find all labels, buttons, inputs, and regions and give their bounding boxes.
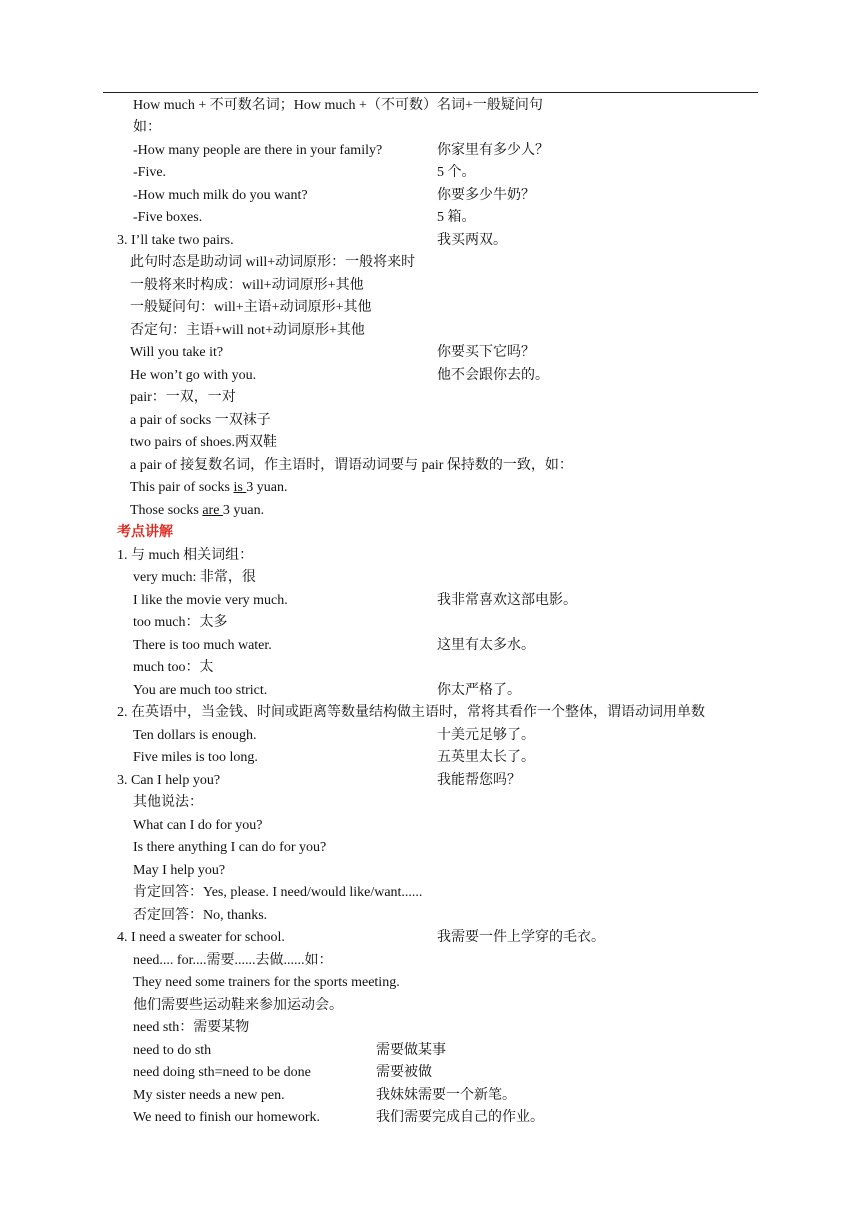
text-line: 如： (133, 120, 161, 135)
sentence-end: 3 yuan. (222, 503, 265, 518)
text-line: I like the movie very much. (133, 593, 288, 608)
translation: 5 个。 (437, 165, 476, 180)
translation: 你太严格了。 (437, 683, 521, 698)
text-line (130, 502, 264, 520)
translation: 他不会跟你去的。 (437, 368, 549, 383)
text-line: 一般疑问句：will+主语+动词原形+其他 (130, 300, 372, 315)
numbered-item: 4. I need a sweater for school. (117, 930, 285, 945)
text-line: very much: 非常，很 (133, 570, 256, 585)
numbered-item: 2. 在英语中，当金钱、时间或距离等数量结构做主语时，常将其看作一个整体，谓语动词用单数 (117, 705, 705, 720)
text-line: -Five. (133, 165, 167, 180)
translation: 这里有太多水。 (437, 638, 535, 653)
text-line: Is there anything I can do for you? (133, 840, 327, 855)
text-line: We need to finish our homework. (133, 1110, 321, 1125)
translation: 我妹妹需要一个新笔。 (376, 1088, 516, 1103)
underlined-verb: is (233, 480, 247, 495)
text-line (130, 479, 288, 497)
translation: 我需要一件上学穿的毛衣。 (437, 930, 605, 945)
text-line: You are much too strict. (133, 683, 268, 698)
text-line: 其他说法： (133, 795, 203, 810)
sentence-start: Those socks (130, 503, 203, 518)
section-heading: 考点讲解 (117, 525, 173, 540)
sentence-start: This pair of socks (130, 480, 234, 495)
numbered-item: 1. 与 much 相关词组： (117, 548, 254, 563)
sentence-end: 3 yuan. (246, 480, 288, 495)
text-line: 他们需要些运动鞋来参加运动会。 (133, 998, 343, 1013)
text-line: a pair of 接复数名词，作主语时，谓语动词要与 pair 保持数的一致，如： (130, 458, 573, 473)
text-line: 此句时态是助动词 will+动词原形：一般将来时 (130, 255, 416, 270)
text-line: need sth：需要某物 (133, 1020, 250, 1035)
text-line: pair：一双，一对 (130, 390, 236, 405)
text-line: a pair of socks 一双袜子 (130, 413, 271, 428)
translation: 我买两双。 (437, 233, 507, 248)
translation: 你要多少牛奶？ (437, 188, 535, 203)
translation: 你要买下它吗？ (437, 345, 535, 360)
text-line: What can I do for you? (133, 818, 263, 833)
translation: 5 箱。 (437, 210, 476, 225)
text-line: He won’t go with you. (130, 368, 257, 383)
text-line: need doing sth=need to be done (133, 1065, 311, 1080)
text-line: Will you take it? (130, 345, 224, 360)
translation: 我非常喜欢这部电影。 (437, 593, 577, 608)
text-line: They need some trainers for the sports meeting. (133, 975, 400, 990)
translation: 需要被做 (376, 1065, 432, 1080)
text-line: too much：太多 (133, 615, 228, 630)
text-line: -How much milk do you want? (133, 188, 308, 203)
translation: 五英里太长了。 (437, 750, 535, 765)
text-line: There is too much water. (133, 638, 272, 653)
text-line: Ten dollars is enough. (133, 728, 257, 743)
text-line: Five miles is too long. (133, 750, 258, 765)
text-line: -How many people are there in your family? (133, 143, 383, 158)
translation: 我能帮您吗？ (437, 773, 521, 788)
text-line: need to do sth (133, 1043, 212, 1058)
text-line: need.... for....需要......去做......如： (133, 953, 333, 968)
numbered-item: 3. Can I help you? (117, 773, 221, 788)
text-line: 一般将来时构成：will+动词原形+其他 (130, 278, 364, 293)
text-line: 肯定回答：Yes, please. I need/would like/want...... (133, 885, 423, 900)
text-line: May I help you? (133, 863, 226, 878)
translation: 需要做某事 (376, 1043, 446, 1058)
text-line: How much + 不可数名词；How much +（不可数）名词+一般疑问句 (133, 98, 543, 113)
text-line: 否定回答：No, thanks. (133, 908, 268, 923)
text-line: much too：太 (133, 660, 214, 675)
text-line: two pairs of shoes.两双鞋 (130, 435, 277, 450)
numbered-item: 3. I’ll take two pairs. (117, 233, 234, 248)
translation: 我们需要完成自己的作业。 (376, 1110, 544, 1125)
text-line: -Five boxes. (133, 210, 203, 225)
text-line: My sister needs a new pen. (133, 1088, 285, 1103)
underlined-verb: are (202, 503, 223, 518)
translation: 十美元足够了。 (437, 728, 535, 743)
translation: 你家里有多少人？ (437, 143, 549, 158)
text-line: 否定句：主语+will not+动词原形+其他 (130, 323, 365, 338)
